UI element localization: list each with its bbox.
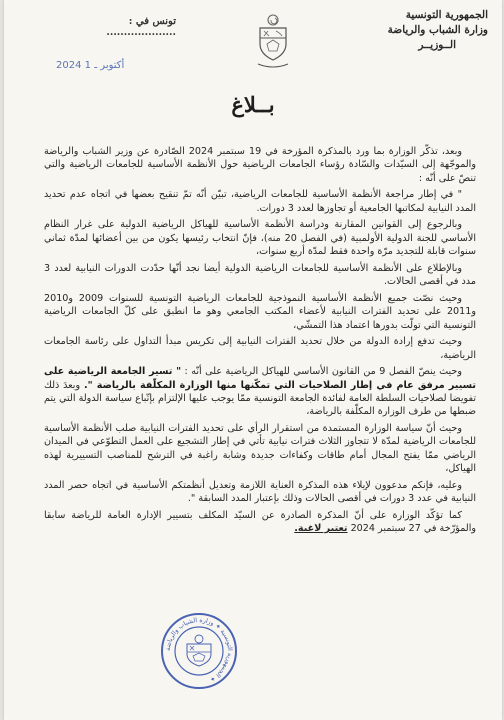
article-9-quote: " تسير الجامعة الرياضية على تسيير مرفق عام في إطار الصلاحيات التي تمكّنها منها الوزارة المكلّفة بالرياضة ". xyxy=(44,366,476,391)
city-date-line: تونس في : .................... xyxy=(106,16,176,38)
closing-text: كما تؤكّد الوزارة على أنّ المذكرة الصادرة عن السيّد المكلف بتسيير الإدارة العامة للرياضة سابقا والمؤرّخة في 27 سبتمبر 2024 xyxy=(44,509,476,535)
document-body xyxy=(44,145,476,539)
paragraph: وحيث أنّ سياسة الوزارة المستمدة من استقرار الرأي على تحديد الفترات النيابية صلب الأنظمة الأساسية للجامعات الرياضية لمدّة لا تتجاوز الثلاث فترات نيابية تأتي في إطار التشجيع على العمل التطوّعي في الميدان الرياضي ممّا يفتح المجال أمام طاقات وكفاءات جديدة وشابة راغبة في الترشح للمناصب التسييرية لهذه الهياكل، xyxy=(44,423,476,475)
article-9-tail: وبعدَ ذلك تفويضا لصلاحيات السلطة العامة لفائدة الجامعة التونسية ممّا يوجب عليها الإلتزام بإتّباع سياسة الدولة التي يتم ضبطها من طرف الوزارة المكلّفة بالرياضة، xyxy=(44,379,476,418)
document-page xyxy=(4,0,502,720)
closing-underlined: تعتبر لاغية. xyxy=(294,523,348,535)
seal-text: الجمهورية التونسية ✦ وزارة الشباب والرياضة ✦ xyxy=(164,616,234,683)
paragraph: وحيث تدفع إرادة الدولة من خلال تحديد الفترات النيابية إلى تكريس مبدأ التداول على رئاسة الجامعات الرياضية، xyxy=(44,336,476,361)
paragraph: " في إطار مراجعة الأنظمة الأساسية للجامعات الرياضية، تبيّن أنّه تمّ تنقيح بعضها في اتجاه عدم تحديد المدد النيابية لمكاتبها الجامعية أو تجاوزها لعدد 3 دورات. xyxy=(44,189,476,214)
paragraph: وحيث نصّت جميع الأنظمة الأساسية النموذجية للجامعات الرياضية التونسية للسنوات 2009 و2010 و2011 على تحديد الفترات النيابية لأعضاء المكتب الجامعي وهو ما انطبق على كلّ الجامعات الرياضية التونسية التي تولّت بدورها اعتماد هذا التمشّي، xyxy=(44,292,476,331)
paragraph: وعليه، فإنكم مدعوون لإيلاء هذه المذكرة العناية اللازمة وتعديل أنظمتكم الأساسية في اتجاه حصر المدد النيابية في عدد 3 دورات في أقصى الحالات وذلك بإعتبار المدد السابقة ". xyxy=(44,479,476,505)
closing-paragraph xyxy=(44,509,476,536)
letterhead-republic: الجمهورية التونسية xyxy=(405,9,488,21)
coat-of-arms-icon xyxy=(254,12,292,70)
letterhead-minister: الــوزيــر xyxy=(418,39,456,51)
article-9-lead: وحيث ينصّ الفصل 9 من القانون الأساسي للهياكل الرياضية على أنّه : xyxy=(181,366,462,378)
document-title: بــلاغ xyxy=(231,92,275,117)
letterhead-ministry: وزارة الشباب والرياضة xyxy=(387,24,488,36)
official-seal-icon xyxy=(160,612,238,690)
date-stamp: 2024 أكتوبر ـ 1 xyxy=(56,60,125,71)
paragraph: وبالإطلاع على الأنظمة الأساسية للجامعات الرياضية الدولية أيضا نجد أنّها حدّدت الدورات النيابية لعدد 3 مدد في أقصى الحالات. xyxy=(44,262,476,288)
letterhead xyxy=(338,8,488,53)
paragraph: وبعد، تذكّر الوزارة بما ورد بالمذكرة المؤرخة في 19 سبتمبر 2024 الصّادرة عن وزير الشباب والرياضة والموجّهة إلى السيّدات والسّادة رؤساء الجامعات الرياضية حول الأنظمة الأساسية للجامعات الرياضية والتي تنصّ على أنّه : xyxy=(44,146,476,184)
paragraph-article-9 xyxy=(44,365,476,419)
paragraph: وبالرجوع إلى القوانين المقارنة ودراسة الأنظمة الأساسية للهياكل الرياضية الدولية على غرار النظام الأساسي للجنة الدولية الأولمبية (في الفصل 20 منه)، فإنّ انتخاب رئيسها يكون من بين أعضائها لمدّة ثماني سنوات قابلة للتجديد مرّة واحدة فقط لمدّة أربع سنوات، xyxy=(44,219,477,258)
